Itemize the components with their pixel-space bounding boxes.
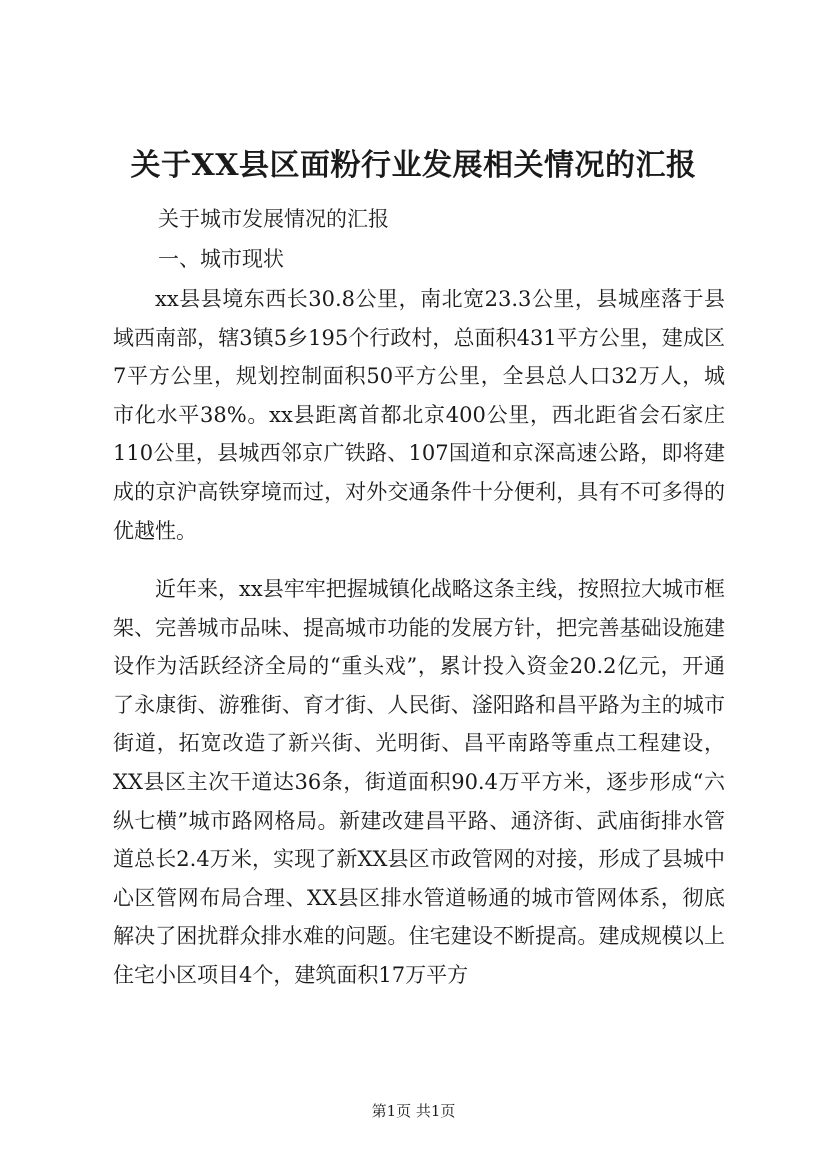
page-footer: 第1页 共1页 — [371, 1102, 456, 1120]
document-title: 关于XX县区面粉行业发展相关情况的汇报 — [130, 148, 697, 183]
document-subtitle: 关于城市发展情况的汇报 — [158, 207, 389, 231]
section-heading: 一、城市现状 — [158, 247, 284, 271]
body-paragraph: xx县县境东西长30.8公里，南北宽23.3公里，县城座落于县域西南部，辖3镇5乡195个行政村，总面积431平方公里，建成区7平方公里，规划控制面积50平方公里，全县总人口32万人，城市化水平38%。xx县距离首都北京400公里，西北距省会石家庄110公里，县城西邻京广铁路、107国道和京深高速公路，即将建成的京沪高铁穿境而过，对外交通条件十分便利，具有不可多得的优越性。 — [113, 287, 725, 543]
body-paragraph: 近年来，xx县牢牢把握城镇化战略这条主线，按照拉大城市框架、完善城市品味、提高城市功能的发展方针，把完善基础设施建设作为活跃经济全局的“重头戏”，累计投入资金20.2亿元，开通了永康街、游雅街、育才街、人民街、滏阳路和昌平路为主的城市街道，拓宽改造了新兴街、光明街、昌平南路等重点工程建设，XX县区主次干道达36条，街道面积90.4万平方米，逐步形成“六纵七横”城市路网格局。新建改建昌平路、通济街、武庙街排水管道总长2.4万米，实现了新XX县区市政管网的对接，形成了县城中心区管网布局合理、XX县区排水管道畅通的城市管网体系，彻底解决了困扰群众排水难的问题。住宅建设不断提高。建成规模以上住宅小区项目4个，建筑面积17万平方 — [113, 577, 725, 987]
